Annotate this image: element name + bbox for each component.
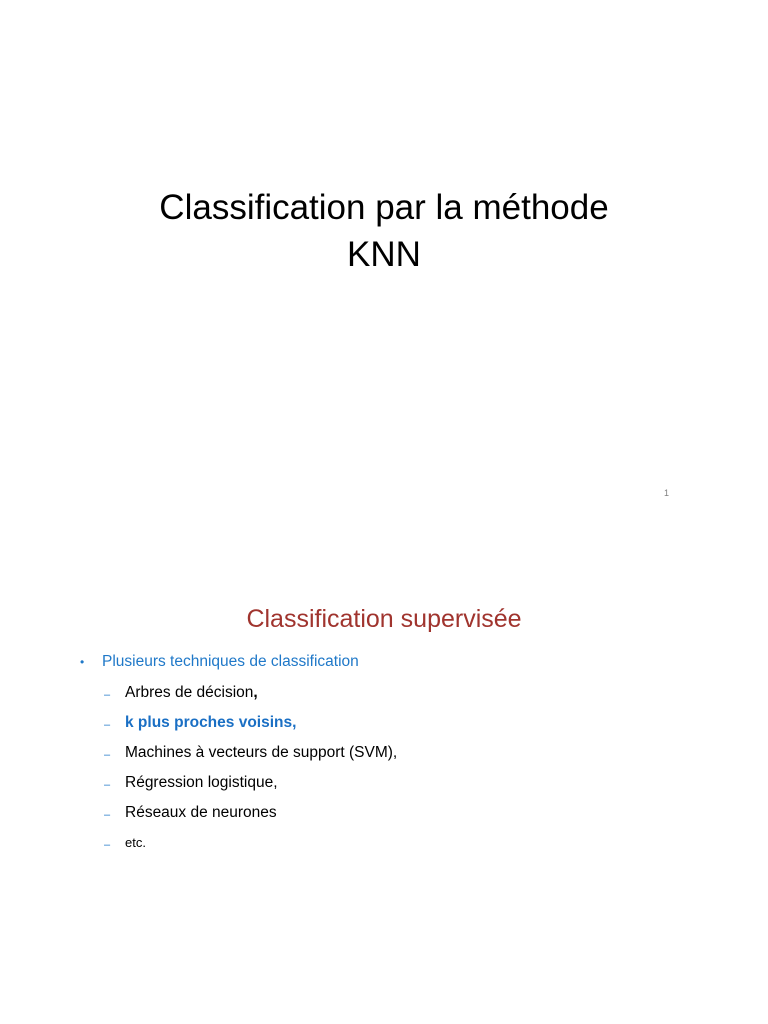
slide-2 — [0, 540, 768, 1024]
section-title: Classification supervisée — [246, 605, 522, 633]
list-item-text: k plus proches voisins, — [125, 714, 297, 731]
list-item-arbres — [104, 682, 397, 712]
list-item-text: Régression logistique, — [125, 774, 278, 791]
list-item-svm — [104, 742, 397, 772]
dash-icon: – — [104, 749, 111, 761]
dash-icon: – — [104, 689, 111, 701]
list-item-etc — [104, 832, 397, 862]
list-item-knn — [104, 712, 397, 742]
bullet-list — [80, 651, 359, 673]
list-item-reseaux — [104, 802, 397, 832]
slide-title — [0, 184, 768, 278]
list-item-suffix: , — [253, 684, 258, 701]
dash-icon: – — [104, 779, 111, 791]
bullet-text: Plusieurs techniques de classification — [102, 653, 359, 670]
dash-icon: – — [104, 719, 111, 731]
slide-title-line-2: KNN — [347, 235, 421, 274]
technique-list — [104, 682, 397, 862]
bullet-dot-icon: • — [80, 655, 85, 669]
list-item-text: etc. — [125, 835, 146, 850]
dash-icon: – — [104, 809, 111, 821]
list-item-text: Arbres de décision — [125, 684, 254, 701]
slide-title-line-1: Classification par la méthode — [159, 188, 609, 227]
page-number: 1 — [664, 488, 670, 498]
list-item-regression — [104, 772, 397, 802]
bullet-item-techniques — [80, 651, 359, 673]
list-item-text: Réseaux de neurones — [125, 804, 277, 821]
dash-icon: – — [104, 839, 111, 851]
list-item-text: Machines à vecteurs de support (SVM), — [125, 744, 398, 761]
